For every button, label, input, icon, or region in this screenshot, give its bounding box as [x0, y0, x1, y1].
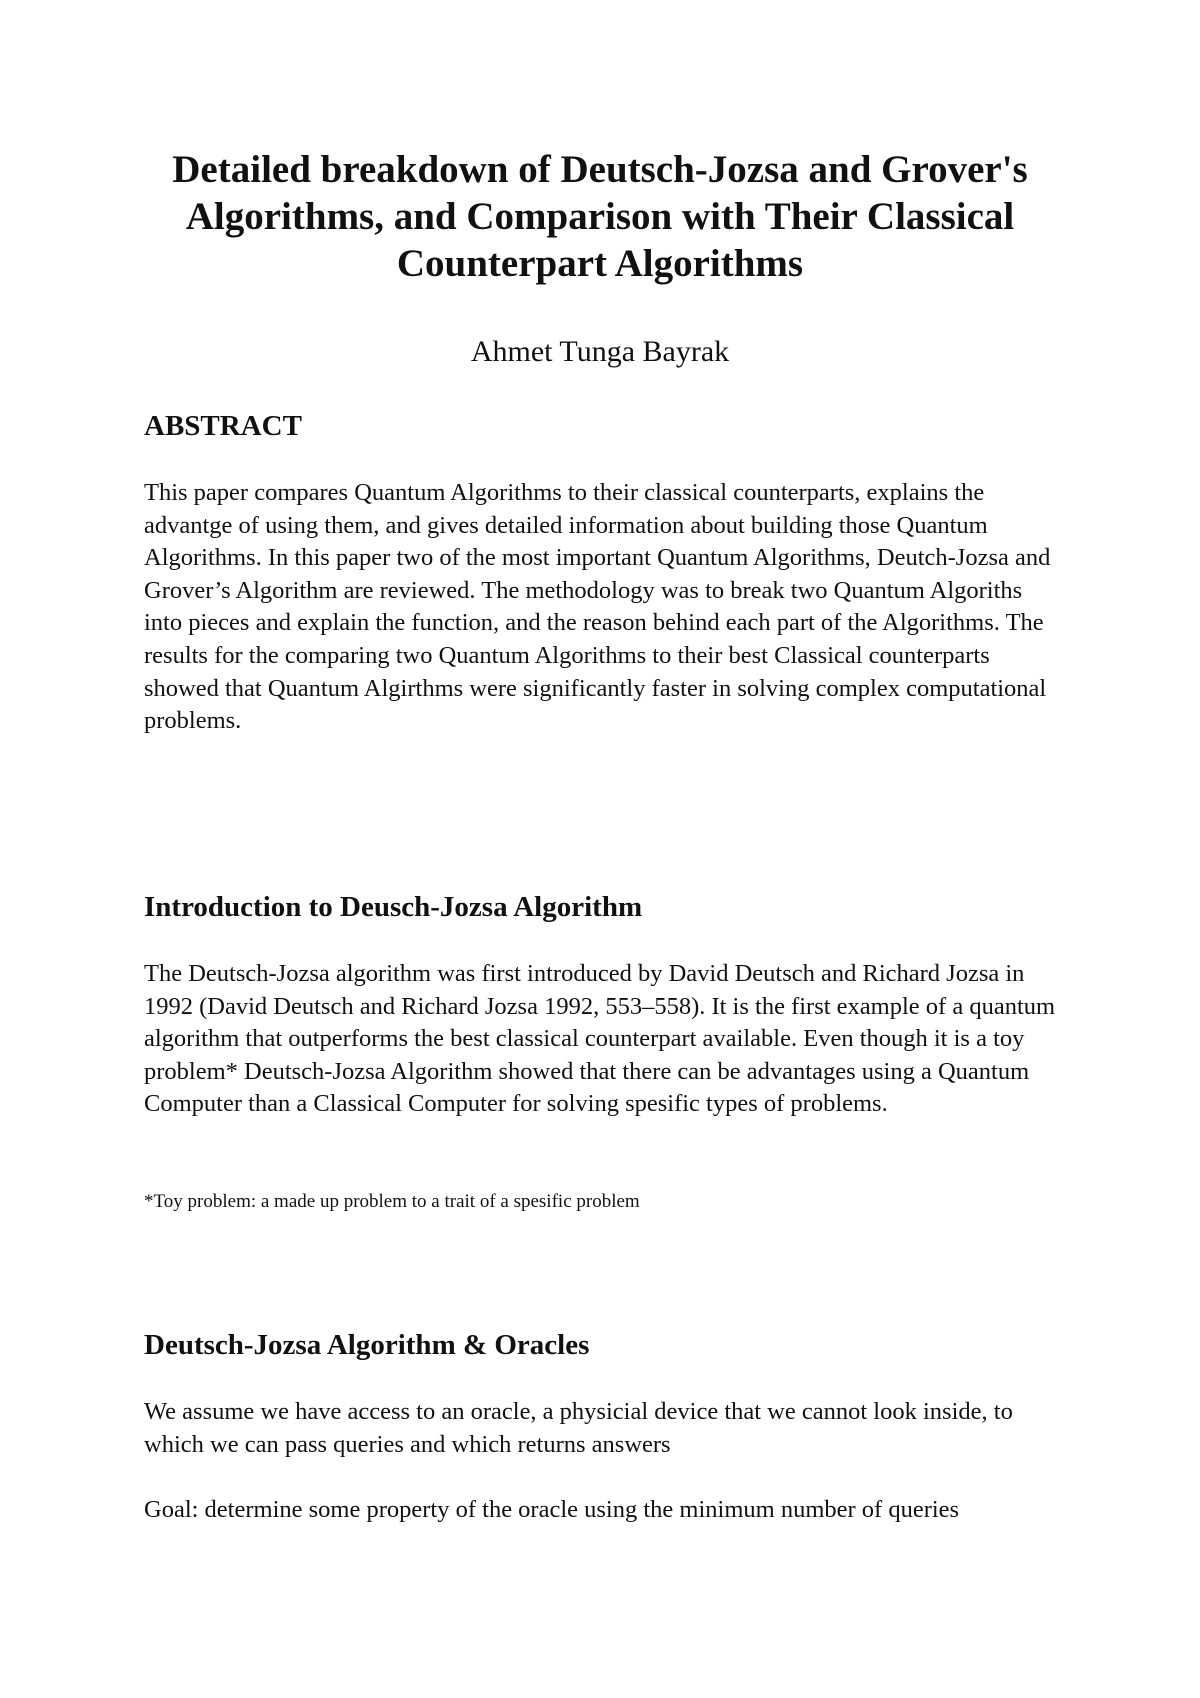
oracles-heading: Deutsch-Jozsa Algorithm & Oracles	[144, 1329, 590, 1361]
goal-paragraph: Goal: determine some property of the oracle using the minimum number of queries	[144, 1496, 960, 1523]
abstract-paragraph: This paper compares Quantum Algorithms to their classical counterparts, explains the advantge of using them, and gives detailed information about building those Quantum Algorithms. In this paper two of the most important Quantum Algorithms, Deutch-Jozsa and Grover’s Algorithm are reviewed. The methodology was to break two Quantum Algoriths into pieces and explain the function, and the reason behind each part of the Algorithms. The results for the comparing two Quantum Algorithms to their best Classical counterparts showed that Quantum Algirthms were significantly faster in solving complex computational problems.	[144, 479, 1051, 735]
introduction-paragraph: The Deutsch-Jozsa algorithm was first introduced by David Deutsch and Richard Jozsa in 1992 (David Deutsch and Richard Jozsa 1992, 553–558). It is the first example of a quantum algorithm that outperforms the best classical counterpart available. Even though it is a toy problem* Deutsch-Jozsa Algorithm showed that there can be advantages using a Quantum Computer than a Classical Computer for solving spesific types of problems.	[144, 960, 1056, 1118]
footnote: *Toy problem: a made up problem to a trait of a spesific problem	[144, 1191, 640, 1212]
oracles-paragraph: We assume we have access to an oracle, a physicial device that we cannot look inside, to which we can pass queries and which returns answers	[144, 1398, 1013, 1458]
introduction-heading: Introduction to Deusch-Jozsa Algorithm	[144, 891, 643, 923]
abstract-heading: ABSTRACT	[144, 410, 302, 442]
paper-title: Detailed breakdown of Deutsch-Jozsa and Grover's Algorithms, and Comparison with Their Classical Counterpart Algorithms	[172, 148, 1028, 285]
author-name: Ahmet Tunga Bayrak	[470, 335, 730, 368]
